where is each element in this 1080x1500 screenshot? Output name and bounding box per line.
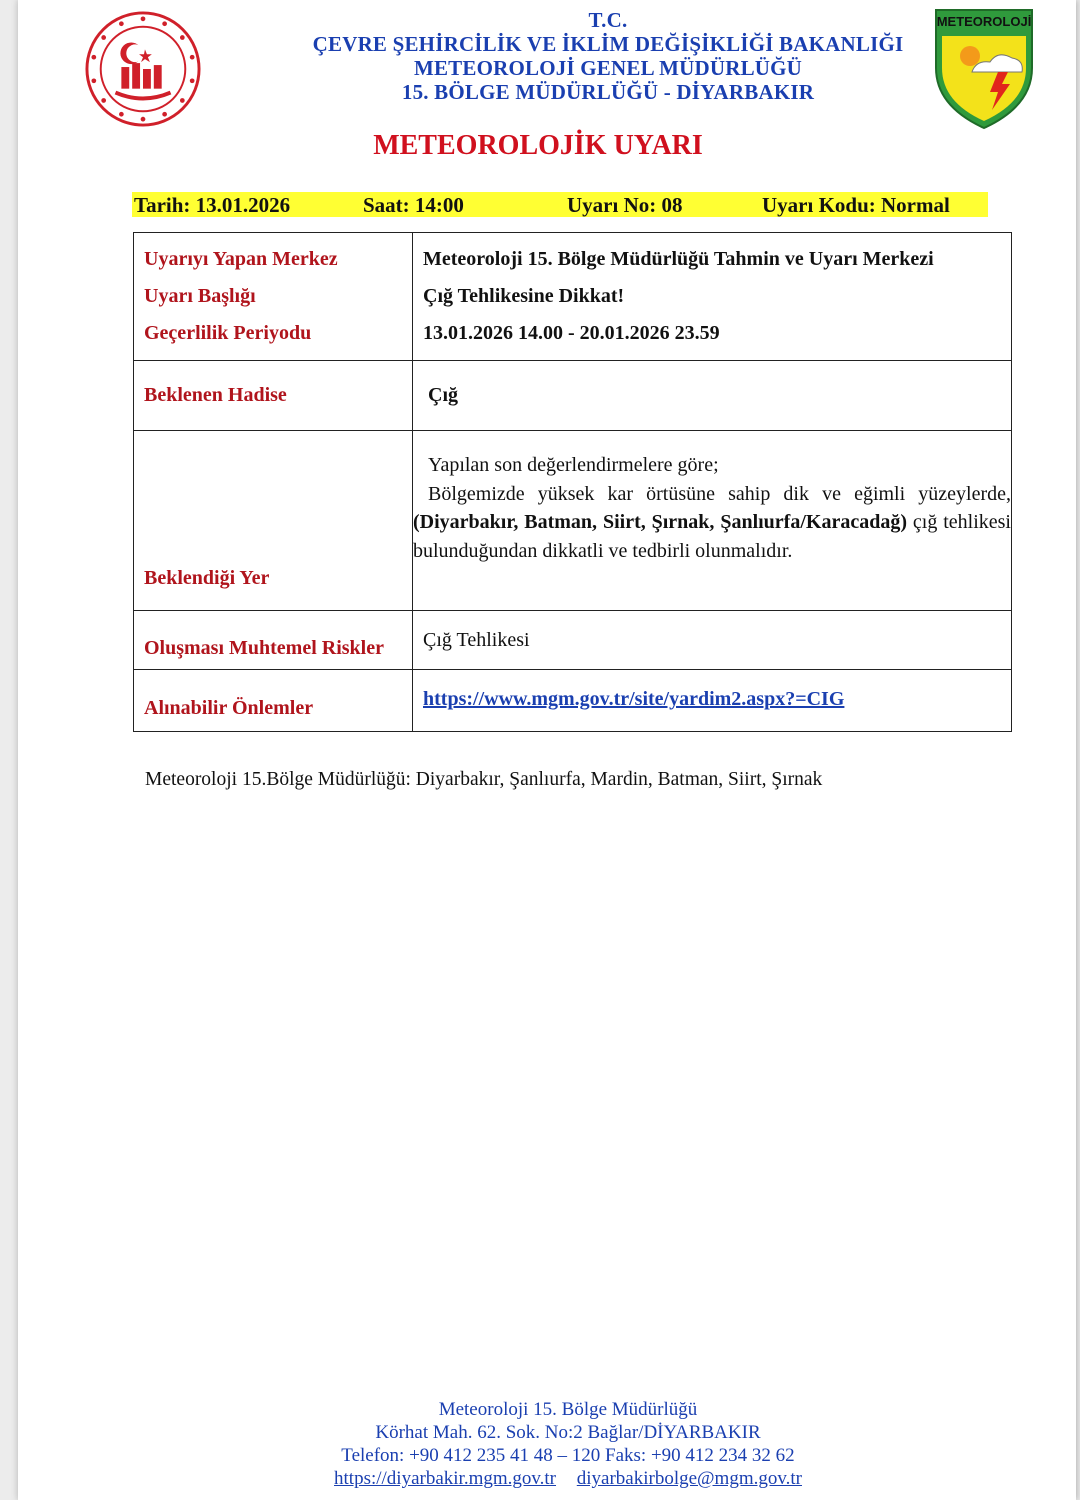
title-label: Uyarı Başlığı xyxy=(144,285,256,307)
risks-label: Oluşması Muhtemel Riskler xyxy=(144,637,384,659)
location-body-b: çığ tehlikesi bulunduğundan dikkatli ve tedbirli olunmalıdır. xyxy=(413,511,1011,562)
title-value: Çığ Tehlikesine Dikkat! xyxy=(423,285,625,307)
meta-time: Saat: 14:00 xyxy=(363,193,464,217)
event-label: Beklenen Hadise xyxy=(144,384,287,406)
table-row xyxy=(134,233,1012,361)
meta-code: Uyarı Kodu: Normal xyxy=(762,193,950,217)
document-page xyxy=(18,0,1076,1500)
warning-table xyxy=(133,232,1012,732)
header-titles xyxy=(298,8,918,104)
table-row xyxy=(134,611,1012,670)
header-directorate: METEOROLOJİ GENEL MÜDÜRLÜĞÜ xyxy=(413,56,803,80)
location-body xyxy=(413,480,1011,566)
footer-email-link[interactable]: diyarbakirbolge@mgm.gov.tr xyxy=(576,1468,802,1489)
ministry-seal-icon xyxy=(84,10,202,128)
footer-phone: Telefon: +90 412 235 41 48 – 120 Faks: +90 412 234 32 62 xyxy=(341,1445,795,1466)
meteo-logo-text: METEOROLOJİ xyxy=(936,14,1032,29)
table-row xyxy=(134,361,1012,431)
header-ministry: ÇEVRE ŞEHİRCİLİK VE İKLİM DEĞİŞİKLİĞİ BAKANLIĞI xyxy=(312,32,904,56)
page-title: METEOROLOJİK UYARI xyxy=(373,130,703,161)
issuer-label: Uyarıyı Yapan Merkez xyxy=(144,248,338,270)
header-regional: 15. BÖLGE MÜDÜRLÜĞÜ - DİYARBAKIR xyxy=(401,80,815,104)
location-description xyxy=(413,431,1011,565)
footer-links xyxy=(248,1467,888,1490)
measures-label: Alınabilir Önlemler xyxy=(144,697,314,719)
event-value: Çığ xyxy=(428,384,458,406)
location-places: (Diyarbakır, Batman, Siirt, Şırnak, Şanlıurfa/Karacadağ) xyxy=(413,511,907,533)
footer-website-link[interactable]: https://diyarbakir.mgm.gov.tr xyxy=(334,1468,557,1489)
meteoroloji-shield-icon xyxy=(932,6,1036,130)
table-row xyxy=(134,431,1012,611)
location-body-a: Bölgemizde yüksek kar örtüsüne sahip dik ve eğimli yüzeylerde, xyxy=(428,482,1011,505)
coverage-note: Meteoroloji 15.Bölge Müdürlüğü: Diyarbakır, Şanlıurfa, Mardin, Batman, Siirt, Şırnak xyxy=(145,769,823,790)
footer-address: Körhat Mah. 62. Sok. No:2 Bağlar/DİYARBAKIR xyxy=(375,1422,761,1443)
meta-date: Tarih: 13.01.2026 xyxy=(134,193,291,217)
period-label: Geçerlilik Periyodu xyxy=(144,322,312,344)
measures-link[interactable]: https://www.mgm.gov.tr/site/yardim2.aspx?=CIG xyxy=(423,688,845,710)
meta-bar xyxy=(132,192,988,217)
risks-value: Çığ Tehlikesi xyxy=(423,629,530,651)
location-label: Beklendiği Yer xyxy=(144,567,270,589)
table-row xyxy=(134,670,1012,732)
footer-org: Meteoroloji 15. Bölge Müdürlüğü xyxy=(438,1399,698,1420)
period-value: 13.01.2026 14.00 - 20.01.2026 23.59 xyxy=(423,322,720,344)
footer xyxy=(248,1398,888,1490)
meta-number: Uyarı No: 08 xyxy=(567,193,683,217)
issuer-value: Meteoroloji 15. Bölge Müdürlüğü Tahmin ve Uyarı Merkezi xyxy=(423,248,934,270)
location-intro: Yapılan son değerlendirmelere göre; xyxy=(428,454,719,476)
header-tc: T.C. xyxy=(588,8,628,32)
